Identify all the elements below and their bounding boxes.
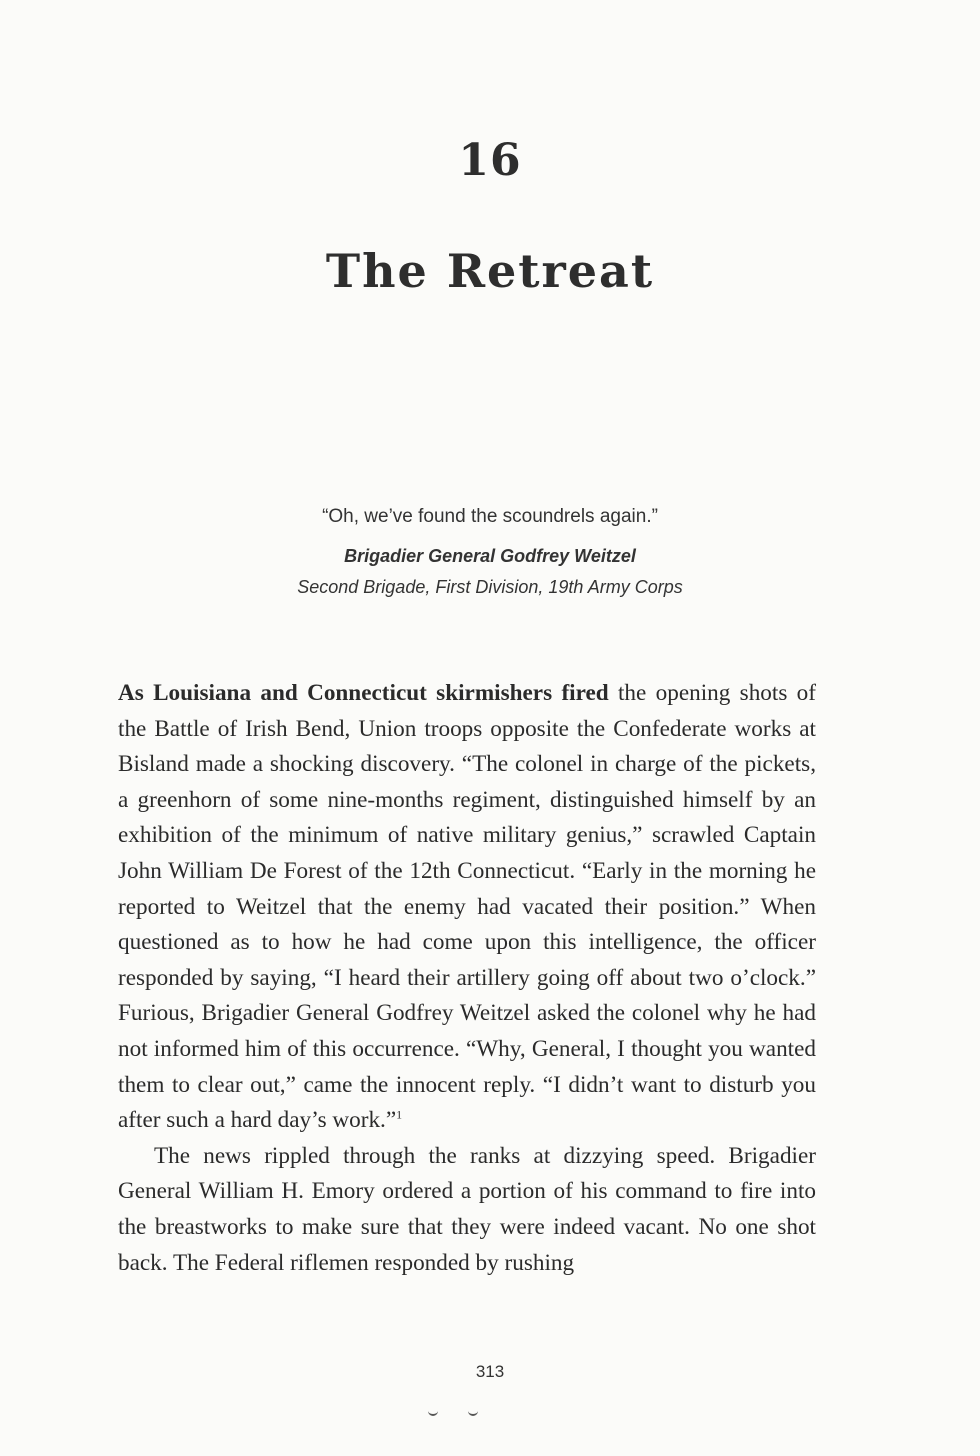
paragraph-1 xyxy=(118,676,816,1139)
epigraph xyxy=(0,504,980,599)
epigraph-attribution: Brigadier General Godfrey Weitzel xyxy=(344,546,636,566)
chapter-title: The Retreat xyxy=(325,244,655,298)
footnote-marker: 1 xyxy=(396,1107,403,1122)
lead-in: As Louisiana and Connecticut skirmishers fired xyxy=(118,680,609,706)
body-text xyxy=(118,676,816,1281)
page-number: 313 xyxy=(475,1362,505,1381)
paragraph-1-text: the opening shots of the Battle of Irish Bend, Union troops opposite the Confederate works at Bisland made a shocking discovery. “The colonel in charge of the pickets, a greenhorn of some nine-months regiment, distinguished himself by an exhibition of the minimum of native military genius,” scrawled Captain John William De Forest of the 12th Connecticut. “Early in the morning he reported to Weitzel that the enemy had vacated their position.” When questioned as to how he had come upon this intelligence, the officer responded by saying, “I heard their artillery going off about two o’clock.” Furious, Brigadier General Godfrey Weitzel asked the colonel why he had not informed him of this occurrence. “Why, General, I thought you wanted them to clear out,” came the innocent reply. “I didn’t want to disturb you after such a hard day’s work.” xyxy=(118,680,816,1134)
paragraph-2: The news rippled through the ranks at dizzying speed. Brigadier General William H. Emory ordered a portion of his command to fire into the breastworks to make sure that they were indeed vacant. No one shot back. The Federal riflemen responded by rushing xyxy=(118,1142,816,1276)
epigraph-affiliation: Second Brigade, First Division, 19th Army Corps xyxy=(297,577,683,597)
scan-artifact-mark xyxy=(468,1410,478,1416)
epigraph-quote: “Oh, we’ve found the scoundrels again.” xyxy=(322,506,658,527)
chapter-number: 16 xyxy=(458,135,522,186)
scan-artifact-mark xyxy=(428,1410,438,1416)
